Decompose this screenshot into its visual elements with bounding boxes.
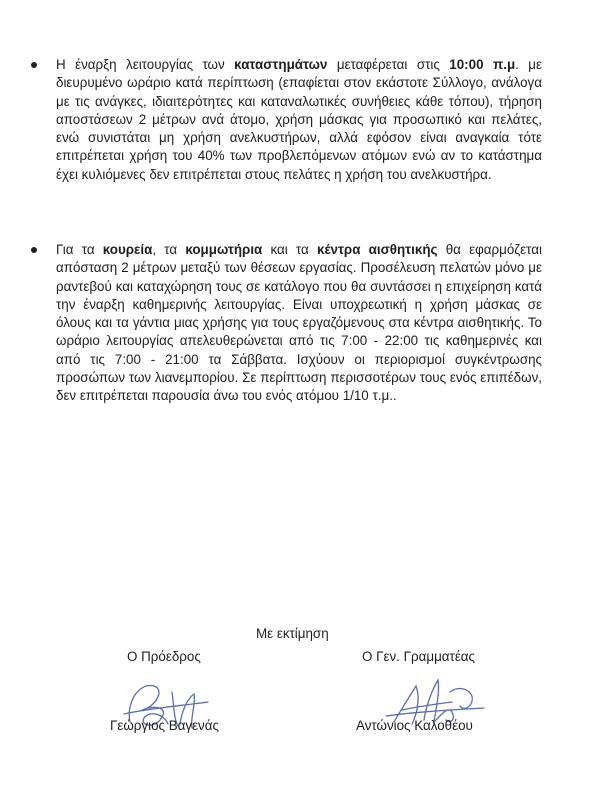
closing-greeting: Με εκτίμηση [256,626,329,641]
bold-text: 10:00 π.μ [449,57,516,72]
bold-text: κουρεία [102,242,153,257]
secretary-general-name: Αντώνιος Καλοθέου [356,718,473,733]
text-segment: και τα [262,242,317,257]
text-segment: μεταφέρεται στις [327,57,450,72]
bold-text: κέντρα αισθητικής [317,242,438,257]
text-segment: , τα [152,242,186,257]
text-segment: Η έναρξη λειτουργίας των [56,57,235,72]
text-segment: Για τα [56,242,103,257]
secretary-general-title: Ο Γεν. Γραμματέας [362,649,475,664]
bullet-point [31,247,37,253]
president-title: Ο Πρόεδρος [127,649,201,664]
paragraph-store-opening [56,56,542,184]
paragraph-barbers-salons [56,241,542,406]
text-segment: . με διευρυμένο ωράριο κατά περίπτωση (επαφίεται στον εκάστοτε Σύλλογο, ανάλογα με τις ανάγκες, ιδιαιτερότητες και καταναλωτικές συνήθειες κάθε τόπου), τήρηση αποστάσεων 2 μέτρων ανά άτομο, χρήση μάσκας για προσωπικό και πελάτες, ενώ συνιστάται μη χρήση ανελκυστήρων, αλλά εφόσον είναι αναγκαία τότε επιτρέπεται χρήση του 40% των προβλεπόμενων ατόμων ενώ αν το κατάστημα έχει κυλιόμενες δεν επιτρέπεται στους πελάτες η χρήση του ανελκυστήρα. [56,57,542,182]
president-name: Γεώργιος Βαγενάς [110,718,219,733]
text-segment: θα εφαρμόζεται απόσταση 2 μέτρων μεταξύ των θέσεων εργασίας. Προσέλευση πελατών μόνο με ραντεβού και καταχώρηση τους σε κατάλογο που θα συντάσσει η επιχείρηση κατά την έναρξη καθημερινής λειτουργίας. Είναι υποχρεωτική η χρήση μάσκας σε όλους και τα γάντια μιας χρήσης για τους εργαζόμενους στα κέντρα αισθητικής. Το ωράριο λειτουργίας απελευθερώνεται από τις 7:00 - 22:00 τις καθημερινές και από τις 7:00 - 21:00 τα Σάββατα. Ισχύουν οι περιορισμοί συγκέντρωσης προσώπων των λιανεμπορίου. Σε περίπτωση περισσοτέρων τους ενός επιπέδων, δεν επιτρέπεται παρουσία άνω του ενός ατόμου 1/10 τ.μ.. [56,242,542,404]
bullet-point [31,62,37,68]
bold-text: καταστημάτων [234,57,328,72]
bold-text: κομμωτήρια [185,242,263,257]
